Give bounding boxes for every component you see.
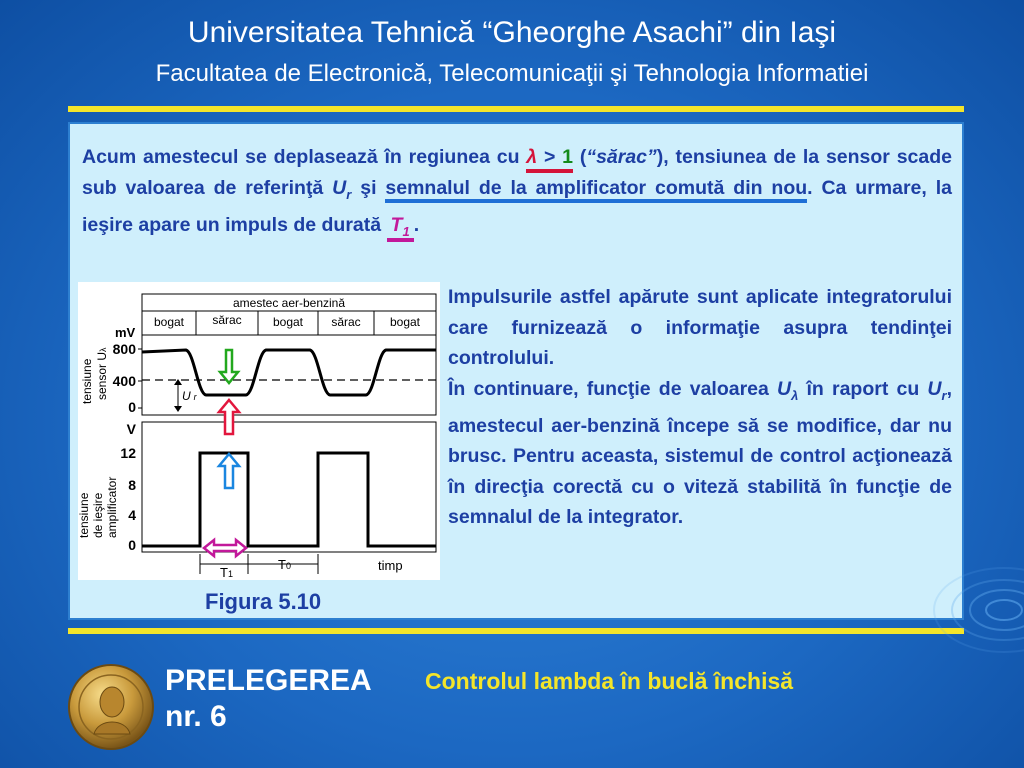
lambda-symbol: λ bbox=[526, 146, 538, 168]
text-run: În continuare, funcţie de valoarea bbox=[448, 377, 778, 400]
mixture-label: sărac bbox=[331, 315, 361, 329]
top-divider bbox=[68, 106, 964, 112]
ur-symbol bbox=[927, 377, 947, 403]
amplifier-axis-label: de ieşire bbox=[91, 492, 105, 538]
amplifier-axis-label: tensiune bbox=[78, 492, 91, 538]
ul-symbol bbox=[777, 377, 799, 403]
axis-label-main: sensor U bbox=[95, 351, 109, 400]
sensor-axis-label: tensiune bbox=[80, 358, 94, 404]
bottom-divider bbox=[68, 628, 964, 634]
content-panel bbox=[68, 122, 964, 620]
time-axis-label: timp bbox=[378, 558, 403, 573]
ur-subscript: r bbox=[941, 387, 947, 403]
t0-subscript: 0 bbox=[285, 561, 291, 571]
lecture-word: PRELEGEREA bbox=[165, 664, 372, 697]
sensor-tick: 800 bbox=[112, 341, 136, 357]
paragraph-explanation bbox=[448, 282, 952, 533]
lecture-label bbox=[165, 663, 372, 735]
water-ripple-decoration bbox=[914, 560, 1024, 700]
ur-letter: U bbox=[182, 389, 191, 403]
text-run: Impulsurile astfel apărute sunt aplicate integratorului care furnizează o informaţie asupra tendinţei controlului. bbox=[448, 286, 952, 369]
lambda-timing-diagram bbox=[78, 282, 440, 580]
mixture-label: bogat bbox=[153, 315, 185, 329]
amplifier-tick: 4 bbox=[128, 507, 136, 523]
text-run: în raport cu bbox=[798, 377, 928, 400]
amplifier-unit: V bbox=[126, 421, 136, 437]
lecture-topic: Controlul lambda în buclă închisă bbox=[425, 668, 794, 694]
t0-letter: T bbox=[278, 557, 286, 572]
sensor-tick: 0 bbox=[128, 399, 136, 415]
lecture-number: nr. 6 bbox=[165, 700, 227, 733]
amplifier-signal-phrase: semnalul de la amplificator comută din nou bbox=[385, 177, 807, 203]
text-run: ( bbox=[573, 146, 587, 168]
axis-label-sub: λ bbox=[98, 347, 108, 352]
amplifier-tick: 8 bbox=[128, 477, 136, 493]
amplifier-tick: 12 bbox=[120, 445, 136, 461]
amplifier-axis-label: amplificator bbox=[105, 476, 119, 538]
ur-subscript: r bbox=[346, 186, 352, 202]
ur-letter: U bbox=[927, 377, 942, 400]
t1-subscript: 1 bbox=[227, 569, 233, 579]
t1-letter: T bbox=[390, 213, 403, 236]
ur-letter: U bbox=[332, 177, 347, 199]
faculty-subtitle: Facultatea de Electronică, Telecomunicaţii şi Tehnologia Informatiei bbox=[155, 60, 869, 87]
text-run: . Ca urmare, la ieşire apare un impuls de durată bbox=[82, 177, 952, 236]
ul-subscript: λ bbox=[791, 387, 799, 403]
value-one: 1 bbox=[562, 146, 574, 168]
ul-letter: U bbox=[777, 377, 792, 400]
text-run: ), tensiunea de la sensor scade sub valoarea de referinţă bbox=[82, 146, 952, 199]
t1-symbol bbox=[387, 214, 414, 242]
text-run: , amestecul aer-benzină începe să se modifice, dar nu brusc. Pentru aceasta, sistemul de control acţionează în direcţia corectă cu o viteză stabilită în funcţie de semnalul de la integrator. bbox=[448, 377, 952, 529]
mixture-label: sărac bbox=[212, 313, 242, 327]
text-run: Acum amestecul se deplasează în regiunea cu bbox=[82, 146, 527, 168]
sensor-tick: 400 bbox=[112, 373, 136, 389]
mixture-label: bogat bbox=[272, 315, 304, 329]
text-run: şi bbox=[351, 177, 386, 199]
mixture-label: bogat bbox=[389, 315, 421, 329]
institution-title: Universitatea Tehnică “Gheorghe Asachi” din Iaşi bbox=[187, 16, 837, 49]
ur-symbol bbox=[332, 177, 352, 202]
t1-subscript: 1 bbox=[402, 223, 410, 239]
lambda-condition bbox=[526, 146, 573, 173]
sarac-label: “sărac” bbox=[586, 146, 657, 168]
mixture-header: amestec aer-benzină bbox=[232, 296, 346, 310]
figure-5-10 bbox=[78, 282, 440, 585]
sensor-unit: mV bbox=[115, 325, 136, 340]
university-medal-logo bbox=[66, 662, 156, 757]
text-run: . bbox=[413, 213, 420, 236]
t1-letter: T bbox=[220, 565, 228, 580]
amplifier-tick: 0 bbox=[128, 537, 136, 553]
figure-caption: Figura 5.10 bbox=[205, 589, 322, 614]
greater-than: > bbox=[537, 146, 563, 168]
ur-subscript: r bbox=[193, 392, 197, 402]
sensor-axis-label bbox=[95, 347, 109, 400]
ur-label bbox=[182, 389, 198, 403]
paragraph-intro bbox=[82, 142, 952, 247]
paragraph-continuation bbox=[448, 374, 952, 533]
